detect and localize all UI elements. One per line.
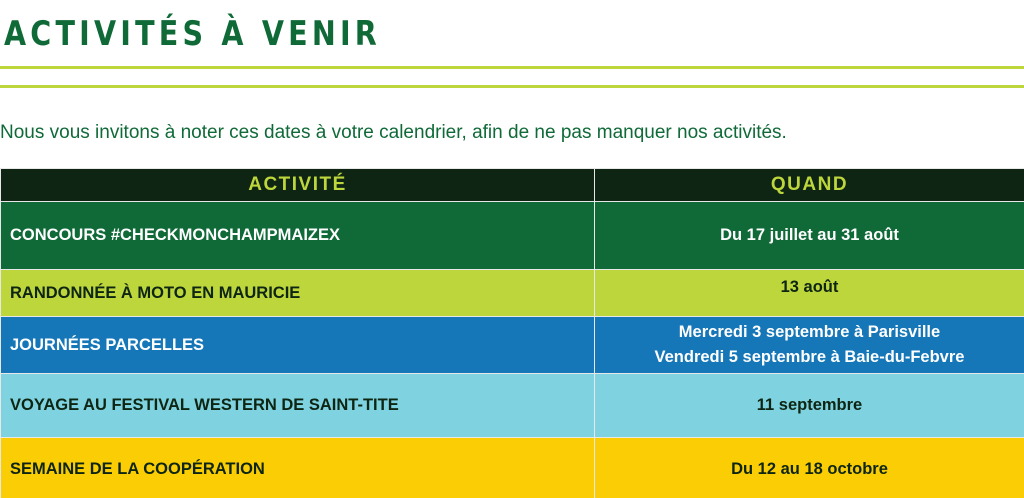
- title-divider-top: [0, 66, 1024, 69]
- table-header-row: [1, 169, 1024, 202]
- activity-name: RANDONNÉE À MOTO EN MAURICIE: [1, 270, 595, 317]
- activity-name: CONCOURS #CHECKMONCHAMPMAIZEX: [1, 202, 595, 270]
- activity-date: [595, 317, 1024, 374]
- column-header-activity: ACTIVITÉ: [1, 169, 595, 202]
- table-row: [1, 438, 1024, 498]
- page-title: ACTIVITÉS À VENIR: [4, 14, 381, 54]
- intro-text: Nous vous invitons à noter ces dates à votre calendrier, afin de ne pas manquer nos activités.: [0, 122, 787, 143]
- table-row: [1, 202, 1024, 270]
- title-divider-bottom: [0, 85, 1024, 88]
- activities-table: [0, 168, 1024, 498]
- activity-date-line: Du 17 juillet au 31 août: [720, 226, 899, 244]
- activity-date: [595, 202, 1024, 270]
- activity-date: [595, 374, 1024, 438]
- activity-name: SEMAINE DE LA COOPÉRATION: [1, 438, 595, 498]
- activity-name: JOURNÉES PARCELLES: [1, 317, 595, 374]
- activity-date-line: Du 12 au 18 octobre: [731, 460, 888, 478]
- activity-name: VOYAGE AU FESTIVAL WESTERN DE SAINT-TITE: [1, 374, 595, 438]
- activity-date-line: 13 août: [780, 278, 839, 296]
- activity-date-line: Mercredi 3 septembre à Parisville: [678, 323, 941, 341]
- table-row: [1, 270, 1024, 317]
- activity-date: [595, 270, 1024, 317]
- table-row: [1, 374, 1024, 438]
- column-header-when: QUAND: [595, 169, 1024, 202]
- activity-date-line: Vendredi 5 septembre à Baie-du-Febvre: [654, 348, 965, 366]
- activity-date-line: 11 septembre: [756, 396, 863, 414]
- table-row: [1, 317, 1024, 374]
- activity-date: [595, 438, 1024, 498]
